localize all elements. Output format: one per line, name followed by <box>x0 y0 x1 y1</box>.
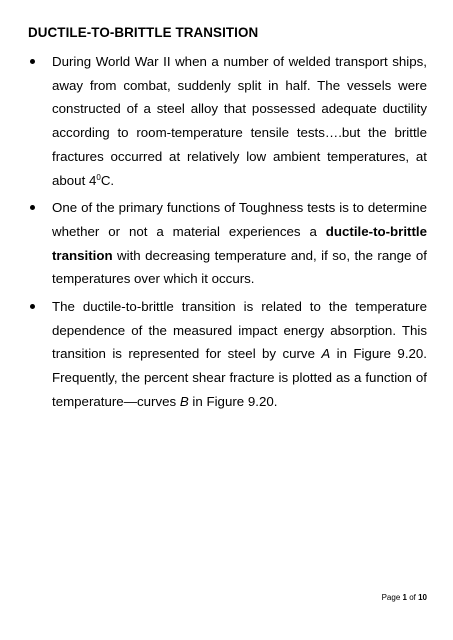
curve-label-a: A <box>321 346 331 362</box>
page-of: of <box>409 593 416 602</box>
bullet-list <box>27 50 427 418</box>
page-number <box>382 593 427 602</box>
bullet-text: The ductile-to-brittle transition is related to the temperature dependence of the measured impact energy absorption. This transition is represented for steel by curve <box>52 299 427 362</box>
bullet-item-transition-curves <box>27 295 427 414</box>
section-heading: DUCTILE-TO-BRITTLE TRANSITION <box>28 25 259 40</box>
bullet-icon <box>30 304 35 309</box>
bullet-item-toughness-tests <box>27 196 427 291</box>
bullet-text-tail: C. <box>100 172 115 188</box>
curve-label-b: B <box>179 393 189 409</box>
bullet-text-middle: in Figure 9.20. Frequently, the percent shear fracture is plotted as a function of temperature—curves <box>52 346 427 409</box>
bold-term: ductile-to-brittle transition <box>52 223 427 263</box>
page-label: Page <box>381 593 401 602</box>
bullet-text-tail: in Figure 9.20. <box>188 393 278 409</box>
bullet-icon <box>30 59 35 64</box>
bullet-item-ww2-ships <box>27 50 427 192</box>
bullet-text-tail: with decreasing temperature and, if so, the range of temperatures over which it occurs. <box>52 247 427 287</box>
page-total: 10 <box>418 593 427 602</box>
bullet-text: During World War II when a number of welded transport ships, away from combat, suddenly split in half. The vessels were constructed of a steel alloy that possessed adequate ductility according to room-temperature tensile tests….but the brittle fractures occurred at relatively low ambient temperatures, at about 4 <box>52 54 427 188</box>
page-current: 1 <box>402 593 407 602</box>
bullet-icon <box>30 205 35 210</box>
bullet-text: One of the primary functions of Toughness tests is to determine whether or not a material experiences a <box>52 200 427 239</box>
degree-superscript: 0 <box>96 172 101 182</box>
